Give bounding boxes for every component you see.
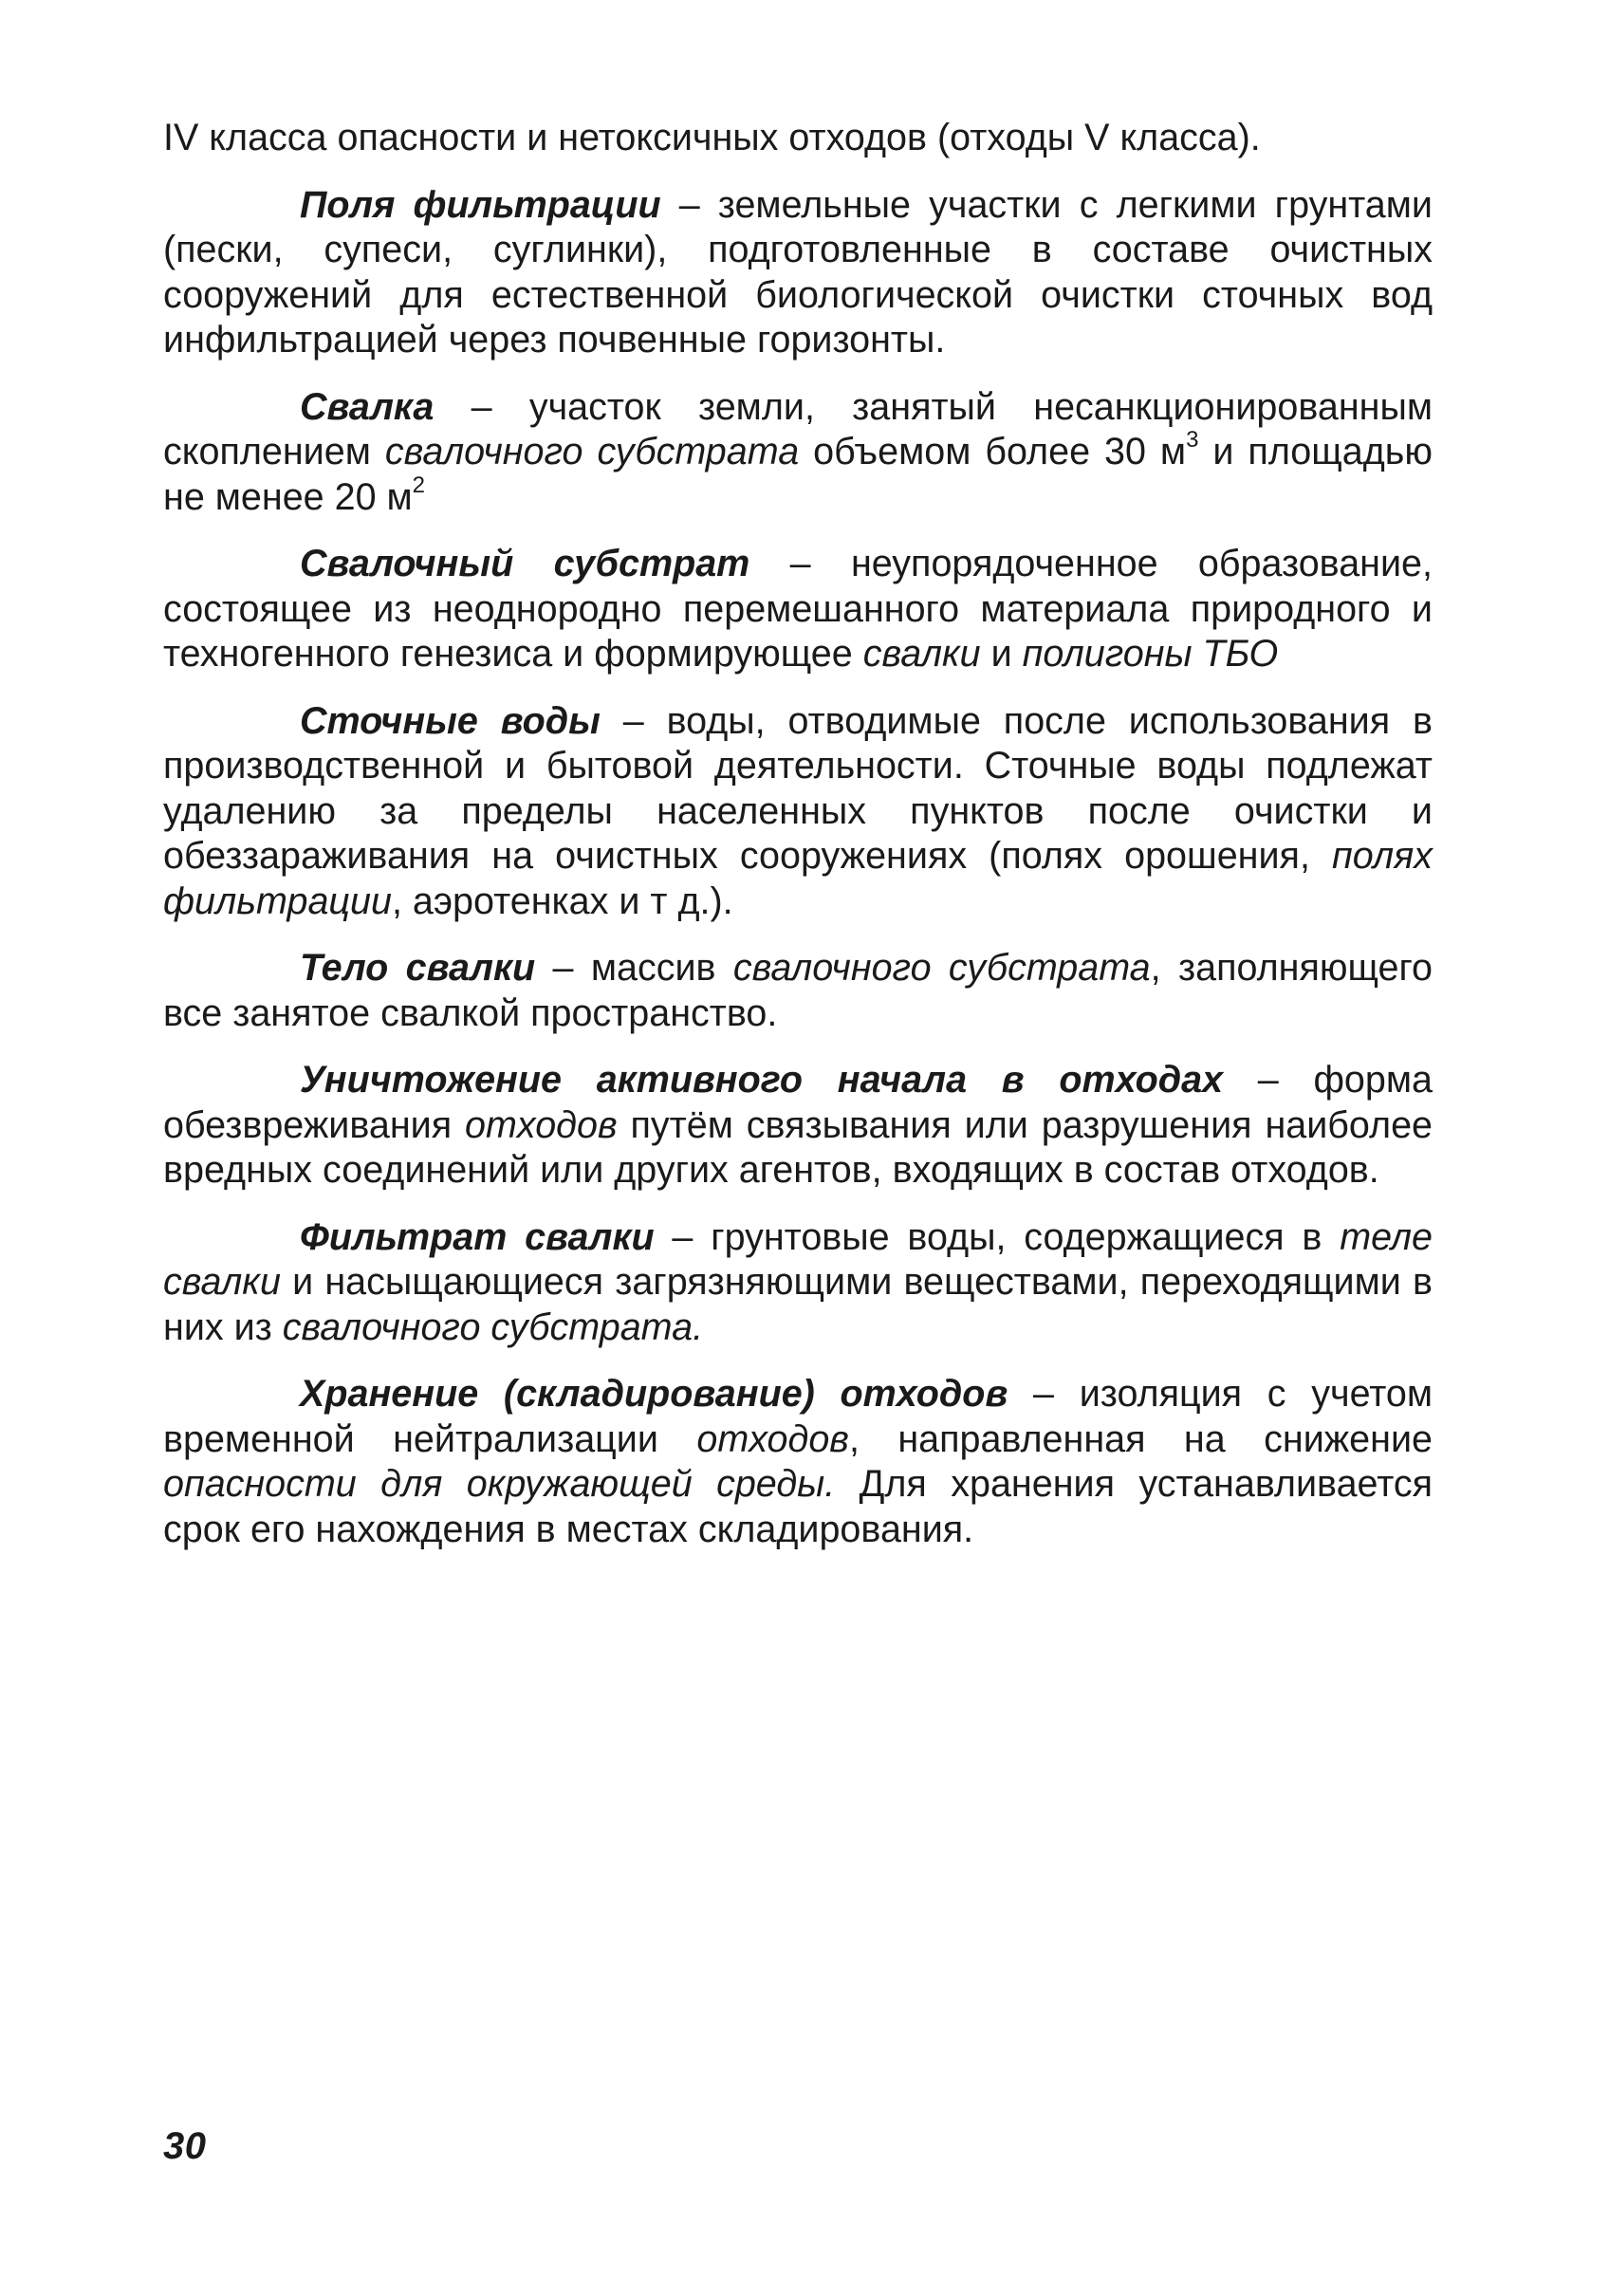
definition-term: Поля фильтрации	[300, 183, 661, 226]
definition-term: Свалка	[300, 385, 435, 428]
italic-reference: свалочного субстрата	[732, 947, 1151, 989]
intro-paragraph	[163, 116, 1433, 161]
definition-term: Фильтрат свалки	[300, 1215, 655, 1258]
italic-reference: полигоны ТБО	[1022, 633, 1279, 675]
glossary-text	[163, 116, 1433, 1574]
intro-text: IV класса опасности и нетоксичных отходов (отходы V класса).	[163, 117, 1261, 158]
definition-text: грунтовые воды, содержащиеся в	[711, 1215, 1341, 1258]
definition-term: Сточные воды	[300, 699, 601, 742]
definition-text: массив	[590, 947, 733, 989]
definition-paragraph: Хранение (складирование) отходов – изоляция с учетом временной нейтрализации отходов, направленная на снижение опасности для окружающей среды. Для хранения устанавливается срок его нахождения в местах складирования.	[163, 1373, 1433, 1550]
definition-text: участок земли, занятый несанкционированным скоплением	[163, 385, 1433, 472]
definition-text: изоляция с учетом временной нейтрализации	[163, 1373, 1433, 1460]
definition-term: Уничтожение активного начала в отходах	[300, 1059, 1224, 1101]
superscript: 3	[1186, 427, 1199, 453]
definition-paragraph: Фильтрат свалки – грунтовые воды, содержащиеся в теле свалки и насыщающиеся загрязняющими веществами, переходящими в них из свалочного субстрата.	[163, 1215, 1433, 1348]
italic-reference: свалочного субстрата	[384, 431, 800, 472]
italic-reference: опасности для окружающей среды.	[163, 1463, 836, 1505]
definition-text: воды, отводимые после использования в производственной и бытовой деятельности. Сточные воды подлежат удалению за пределы населенных пунктов после очистки и обеззараживания на очистных сооружениях (полях орошения,	[163, 699, 1433, 877]
italic-reference: теле свалки	[163, 1215, 1433, 1303]
definition-text: форма обезвреживания	[163, 1059, 1433, 1146]
definition-text: земельные участки с легкими грунтами (пески, супеси, суглинки), подготовленные в составе очистных сооружений для естественной биологической очистки сточных вод инфильтрацией через почвенные горизонты.	[163, 183, 1433, 361]
italic-reference: свалки	[862, 633, 981, 675]
definition-term: Хранение (складирование) отходов	[300, 1373, 1008, 1415]
superscript: 2	[412, 472, 426, 498]
definition-paragraph: Тело свалки – массив свалочного субстрата, заполняющего все занятое свалкой пространство.	[163, 947, 1433, 1034]
definition-paragraph: Свалка – участок земли, занятый несанкционированным скоплением свалочного субстрата объемом более 30 $м^3$ и площадью не менее 20 $м^2$	[163, 385, 1433, 518]
italic-reference: отходов	[696, 1417, 849, 1460]
definition-paragraph: Поля фильтрации – земельные участки с легкими грунтами (пески, супеси, суглинки), подготовленные в составе очистных сооружений для естественной биологической очистки сточных вод инфильтрацией через почвенные горизонты.	[163, 183, 1433, 361]
italic-reference: отходов	[465, 1103, 618, 1146]
definition-term: Тело свалки	[300, 947, 536, 989]
definition-term: Свалочный субстрат	[300, 543, 750, 584]
definition-paragraph: Свалочный субстрат – неупорядоченное образование, состоящее из неоднородно перемешанного материала природного и техногенного генезиса и формирующее свалки и полигоны ТБО	[163, 543, 1433, 675]
italic-reference: свалочного субстрата.	[282, 1305, 704, 1348]
definition-paragraph: Уничтожение активного начала в отходах – форма обезвреживания отходов путём связывания или разрушения наиболее вредных соединений или других агентов, входящих в состав отходов.	[163, 1059, 1433, 1191]
page-number: 30	[163, 2125, 207, 2167]
definition-paragraph: Сточные воды – воды, отводимые после использования в производственной и бытовой деятельности. Сточные воды подлежат удалению за пределы населенных пунктов после очистки и обеззараживания на очистных сооружениях (полях орошения, полях фильтрации, аэротенках и т д.).	[163, 699, 1433, 922]
italic-reference: полях фильтрации	[163, 835, 1433, 922]
definition-text: неупорядоченное образование, состоящее из неоднородно перемешанного материала природного и техногенного генезиса и формирующее	[163, 543, 1433, 675]
